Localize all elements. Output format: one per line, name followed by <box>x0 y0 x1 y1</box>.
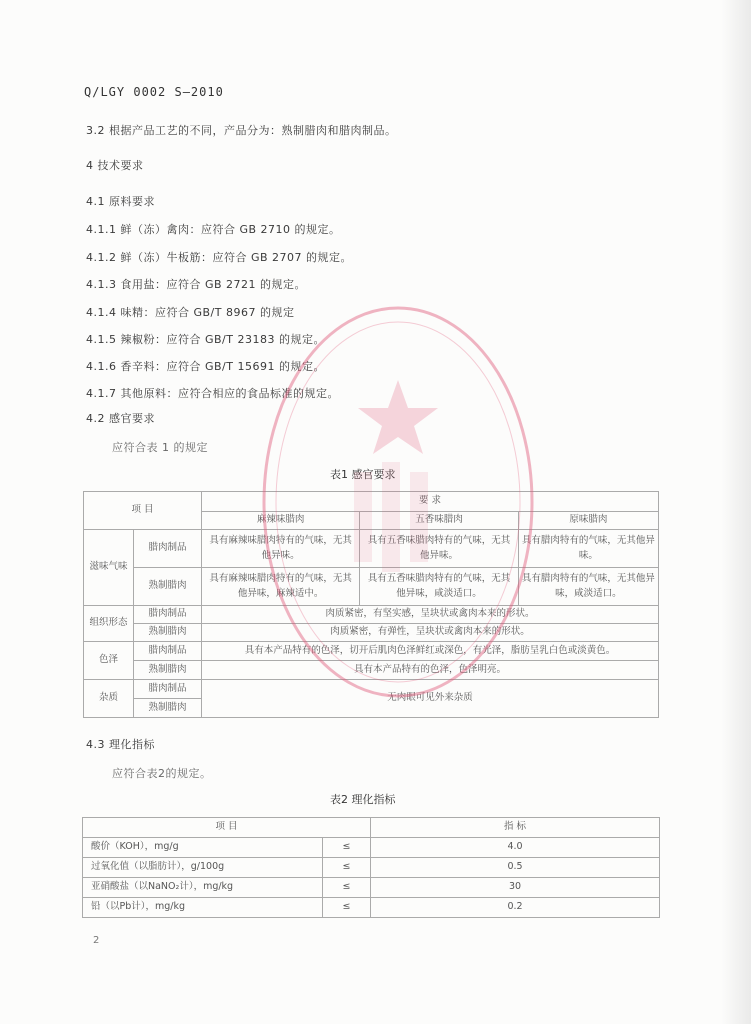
row-group-impurity: 杂质 <box>84 680 134 718</box>
row-label: 熟制腊肉 <box>134 624 202 642</box>
table-cell: 肉质紧密，有弹性，呈块状或禽肉本来的形状。 <box>202 624 659 642</box>
indicator-value: 0.2 <box>371 898 660 918</box>
table-cell: 具有五香味腊肉特有的气味，无其他异味，咸淡适口。 <box>360 568 518 606</box>
indicator-value: 0.5 <box>371 858 660 878</box>
page-shadow <box>721 0 751 1024</box>
table2-head-index: 指 标 <box>371 818 660 838</box>
row-group-taste: 滋味气味 <box>84 530 134 606</box>
row-label: 熟制腊肉 <box>134 661 202 680</box>
clause-4-1-3: 4.1.3 食用盐：应符合 GB 2721 的规定。 <box>86 278 307 291</box>
section-4-2-text: 应符合表 1 的规定 <box>112 441 208 454</box>
table-cell: 无肉眼可见外来杂质 <box>202 680 659 718</box>
table2-head-item: 项 目 <box>83 818 371 838</box>
clause-4-1-2: 4.1.2 鲜（冻）牛板筋：应符合 GB 2707 的规定。 <box>86 251 353 264</box>
indicator-name: 酸价（KOH），mg/g <box>83 838 323 858</box>
row-label: 腊肉制品 <box>134 680 202 699</box>
table1-head-req: 要 求 <box>202 492 659 512</box>
section-4-3-text: 应符合表2的规定。 <box>112 767 212 780</box>
table-cell: 具有麻辣味腊肉特有的气味，无其他异味，麻辣适中。 <box>202 568 360 606</box>
clause-4-1-5: 4.1.5 辣椒粉：应符合 GB/T 23183 的规定。 <box>86 333 325 346</box>
table-cell: 具有腊肉特有的气味，无其他异味，咸淡适口。 <box>518 568 658 606</box>
indicator-operator: ≤ <box>323 898 371 918</box>
indicator-name: 铅（以Pb计），mg/kg <box>83 898 323 918</box>
indicator-name: 亚硝酸盐（以NaNO₂计），mg/kg <box>83 878 323 898</box>
indicator-name: 过氧化值（以脂肪计），g/100g <box>83 858 323 878</box>
clause-4-1-7: 4.1.7 其他原料：应符合相应的食品标准的规定。 <box>86 387 339 400</box>
table-cell: 具有本产品特有的色泽，切开后肌肉色泽鲜红或深色，有光泽，脂肪呈乳白色或淡黄色。 <box>202 642 659 661</box>
row-label: 腊肉制品 <box>134 606 202 624</box>
section-4-1-heading: 4.1 原料要求 <box>86 195 155 208</box>
indicator-operator: ≤ <box>323 878 371 898</box>
standard-number: Q/LGY 0002 S—2010 <box>84 85 224 99</box>
clause-3-2: 3.2 根据产品工艺的不同，产品分为：熟制腊肉和腊肉制品。 <box>86 124 397 137</box>
row-label: 腊肉制品 <box>134 642 202 661</box>
row-label: 熟制腊肉 <box>134 568 202 606</box>
indicator-value: 30 <box>371 878 660 898</box>
row-group-color: 色泽 <box>84 642 134 680</box>
table-cell: 具有本产品特有的色泽，色泽明亮。 <box>202 661 659 680</box>
table-cell: 具有腊肉特有的气味，无其他异味。 <box>518 530 658 568</box>
clause-4-1-4: 4.1.4 味精：应符合 GB/T 8967 的规定 <box>86 306 295 319</box>
clause-4-1-6: 4.1.6 香辛料：应符合 GB/T 15691 的规定。 <box>86 360 325 373</box>
row-label: 熟制腊肉 <box>134 699 202 718</box>
section-4-2-heading: 4.2 感官要求 <box>86 412 155 425</box>
table1-head-item: 项 目 <box>84 492 202 530</box>
indicator-operator: ≤ <box>323 858 371 878</box>
table-cell: 具有麻辣味腊肉特有的气味，无其他异味。 <box>202 530 360 568</box>
table1-caption: 表1 感官要求 <box>330 468 396 481</box>
physicochemical-table <box>82 817 660 918</box>
section-4-3-heading: 4.3 理化指标 <box>86 738 155 751</box>
indicator-operator: ≤ <box>323 838 371 858</box>
variant-wuxiang: 五香味腊肉 <box>360 512 518 530</box>
row-group-texture: 组织形态 <box>84 606 134 642</box>
sensory-requirements-table <box>83 491 659 718</box>
variant-mala: 麻辣味腊肉 <box>202 512 360 530</box>
section-4-heading: 4 技术要求 <box>86 159 144 172</box>
table-cell: 具有五香味腊肉特有的气味，无其他异味。 <box>360 530 518 568</box>
clause-4-1-1: 4.1.1 鲜（冻）禽肉：应符合 GB 2710 的规定。 <box>86 223 341 236</box>
row-label: 腊肉制品 <box>134 530 202 568</box>
variant-original: 原味腊肉 <box>518 512 658 530</box>
table2-caption: 表2 理化指标 <box>330 793 396 806</box>
page-number: 2 <box>93 935 100 946</box>
table-cell: 肉质紧密，有坚实感，呈块状或禽肉本来的形状。 <box>202 606 659 624</box>
indicator-value: 4.0 <box>371 838 660 858</box>
